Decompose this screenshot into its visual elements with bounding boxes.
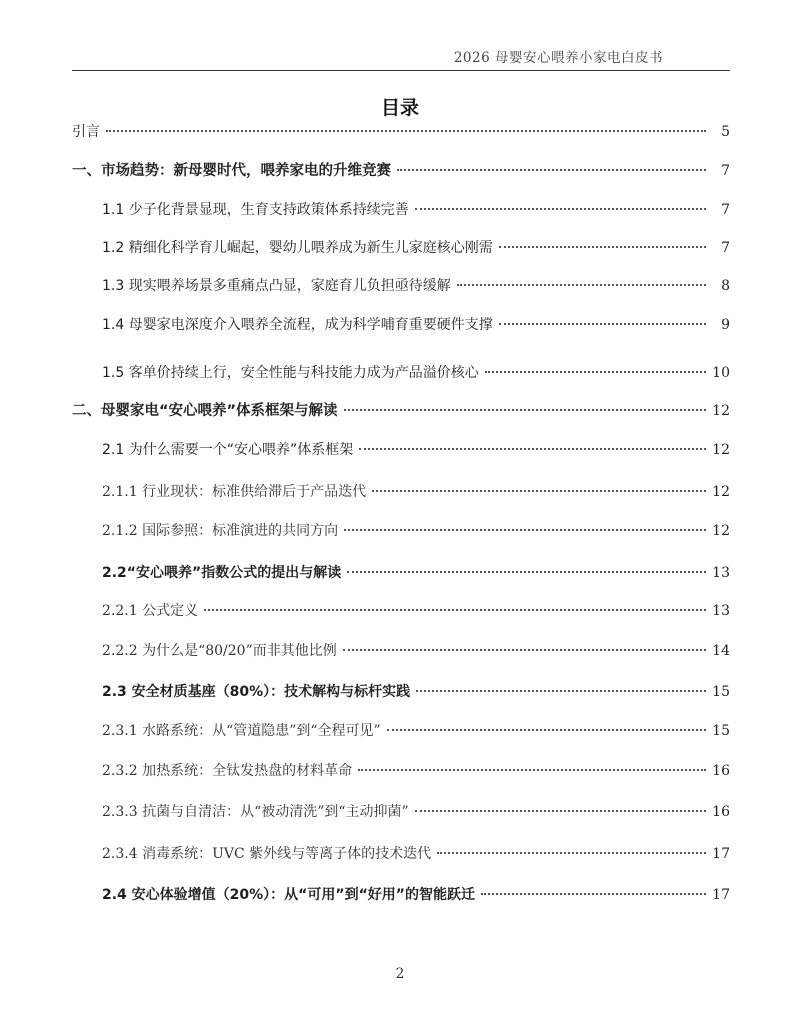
toc-entry[interactable] xyxy=(102,275,730,297)
dot-leader xyxy=(344,409,706,411)
toc-entry[interactable] xyxy=(102,439,730,461)
toc-entry-text: 1.3 现实喂养场景多重痛点凸显，家庭育儿负担亟待缓解 xyxy=(102,278,451,294)
dot-leader xyxy=(343,649,706,651)
toc-entry-text: 2.4 安心体验增值（20%）：从“可用”到“好用”的智能跃迁 xyxy=(102,887,475,903)
toc-entry[interactable] xyxy=(102,600,730,622)
page-number: 2 xyxy=(395,966,405,982)
toc-entry-text: 一、市场趋势：新母婴时代，喂养家电的升维竞赛 xyxy=(72,163,391,179)
toc-entry-text: 1.2 精细化科学育儿崛起，婴幼儿喂养成为新生儿家庭核心刚需 xyxy=(102,240,493,256)
toc-entry-text: 2.1 为什么需要一个“安心喂养”体系框架 xyxy=(102,442,354,458)
dot-leader xyxy=(387,729,706,731)
toc-entry-page: 10 xyxy=(712,365,730,381)
toc-entry[interactable] xyxy=(102,681,730,703)
dot-leader xyxy=(499,323,706,325)
toc-entry-page: 5 xyxy=(721,124,730,140)
toc-entry-text: 引言 xyxy=(72,124,100,140)
toc-entry-page: 14 xyxy=(712,643,730,659)
toc-entry-text: 2.2“安心喂养”指数公式的提出与解读 xyxy=(102,565,342,581)
dot-leader xyxy=(481,893,706,895)
toc-entry[interactable] xyxy=(102,481,730,503)
toc-entry-page: 7 xyxy=(721,163,730,179)
toc-entry-page: 12 xyxy=(712,442,730,458)
toc-entry-page: 13 xyxy=(712,603,730,619)
toc-entry[interactable] xyxy=(102,314,730,336)
toc-entry-page: 9 xyxy=(721,317,730,333)
toc-entry-text: 2.2.2 为什么是“80/20”而非其他比例 xyxy=(102,643,337,659)
toc-entry-page: 12 xyxy=(712,403,730,419)
toc-entry-page: 12 xyxy=(712,484,730,500)
toc-entry-page: 7 xyxy=(721,202,730,218)
toc-entry-text: 2.1.2 国际参照：标准演进的共同方向 xyxy=(102,523,339,539)
dot-leader xyxy=(347,571,706,573)
toc-entry[interactable] xyxy=(102,640,730,662)
toc-entry-page: 7 xyxy=(721,240,730,256)
toc-entry-text: 1.1 少子化背景显现，生育支持政策体系持续完善 xyxy=(102,202,409,218)
toc-entry-page: 17 xyxy=(712,846,730,862)
dot-leader xyxy=(358,769,706,771)
toc-entry[interactable] xyxy=(102,520,730,542)
dot-leader xyxy=(204,609,706,611)
toc-entry-page: 17 xyxy=(712,887,730,903)
toc-entry-page: 15 xyxy=(712,684,730,700)
dot-leader xyxy=(415,208,706,210)
toc-entry-page: 16 xyxy=(712,804,730,820)
dot-leader xyxy=(359,448,706,450)
toc-entry[interactable] xyxy=(102,720,730,742)
toc-entry[interactable] xyxy=(102,843,730,865)
toc-entry-text: 2.1.1 行业现状：标准供给滞后于产品迭代 xyxy=(102,484,367,500)
toc-entry-page: 13 xyxy=(712,565,730,581)
dot-leader xyxy=(415,810,706,812)
toc-entry-text: 2.3.3 抗菌与自清洁：从“被动清洗”到“主动抑菌” xyxy=(102,804,409,820)
toc-entry[interactable] xyxy=(102,199,730,221)
toc-entry-text: 2.3.2 加热系统：全钛发热盘的材料革命 xyxy=(102,763,353,779)
toc-title: 目录 xyxy=(380,97,419,119)
dot-leader xyxy=(372,490,706,492)
header-rule xyxy=(72,70,730,71)
dot-leader xyxy=(437,852,706,854)
toc-entry-page: 16 xyxy=(712,763,730,779)
toc-entry-text: 1.4 母婴家电深度介入喂养全流程，成为科学哺育重要硬件支撑 xyxy=(102,317,493,333)
toc-entry[interactable] xyxy=(102,884,730,906)
dot-leader xyxy=(344,529,706,531)
toc-entry[interactable] xyxy=(72,159,730,181)
toc-entry-page: 12 xyxy=(712,523,730,539)
toc-entry[interactable] xyxy=(72,399,730,421)
toc-entry[interactable] xyxy=(102,760,730,782)
toc-entry[interactable] xyxy=(72,121,730,143)
toc-entry-text: 2.2.1 公式定义 xyxy=(102,603,199,619)
dot-leader xyxy=(106,130,706,132)
dot-leader xyxy=(499,246,706,248)
dot-leader xyxy=(397,169,706,171)
dot-leader xyxy=(416,690,706,692)
toc-entry-text: 二、母婴家电“安心喂养”体系框架与解读 xyxy=(72,403,338,419)
toc-entry[interactable] xyxy=(102,362,730,384)
toc-entry[interactable] xyxy=(102,237,730,259)
toc-entry[interactable] xyxy=(102,801,730,823)
toc-entry-text: 1.5 客单价持续上行，安全性能与科技能力成为产品溢价核心 xyxy=(102,365,479,381)
toc-entry[interactable] xyxy=(102,562,730,584)
toc-entry-text: 2.3.4 消毒系统：UVC 紫外线与等离子体的技术迭代 xyxy=(102,846,432,862)
toc-entry-page: 15 xyxy=(712,723,730,739)
toc-entry-text: 2.3.1 水路系统：从“管道隐患”到“全程可见” xyxy=(102,723,381,739)
dot-leader xyxy=(457,284,706,286)
header-title: 2026 母婴安心喂养小家电白皮书 xyxy=(453,50,663,66)
toc-entry-text: 2.3 安全材质基座（80%）：技术解构与标杆实践 xyxy=(102,684,411,700)
dot-leader xyxy=(485,371,706,373)
toc-entry-page: 8 xyxy=(721,278,730,294)
